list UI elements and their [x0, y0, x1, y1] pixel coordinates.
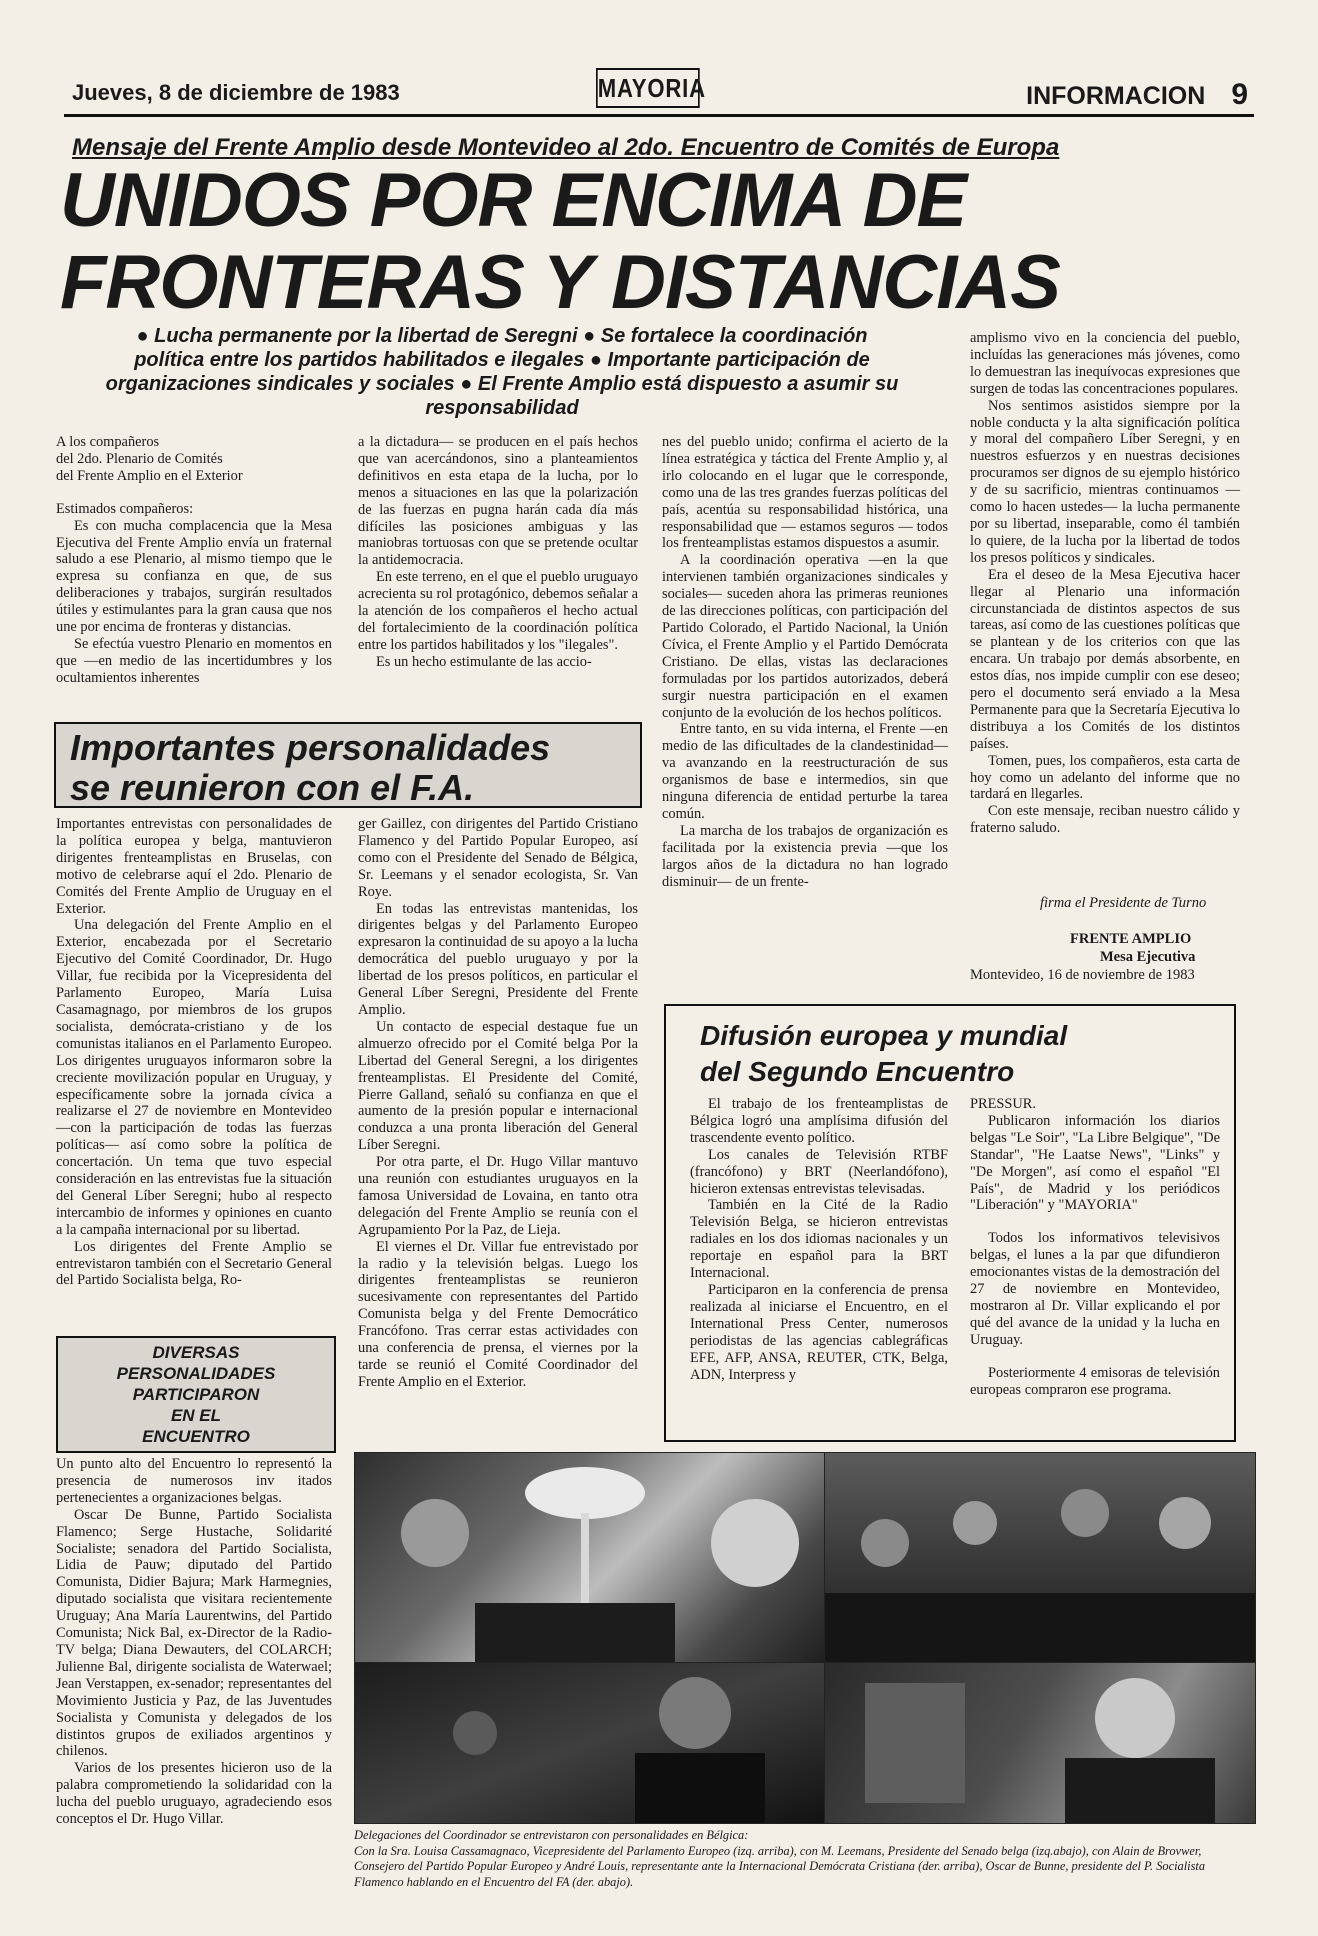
article-paragraph: Un contacto de especial destaque fue un almuerzo ofrecido por el Comité belga Por la Libertad del General Seregni, a los dirigentes frenteamplistas. El Presidente del Comité, Pierre Galland, señaló su confianza en que el aumento de la presión popular e internacional conduzca a una pronta liberación del General Líber Seregni.	[358, 1018, 638, 1154]
issue-date: Jueves, 8 de diciembre de 1983	[72, 80, 400, 105]
letter-address: del 2do. Plenario de Comités	[56, 450, 223, 467]
article-paragraph: Posteriormente 4 emisoras de televisión europeas compraron ese programa.	[970, 1364, 1220, 1398]
letter-paragraph: En este terreno, en el que el pueblo uruguayo acrecienta su rol protagónico, debemos señalar a la atención de los compañeros el hecho actual del fortalecimiento de la coordinación política entre los partidos habilitados y los "ilegales".	[358, 569, 638, 653]
photo-senate-meeting-image	[355, 1663, 825, 1823]
photo-speaker-encuentro	[824, 1662, 1256, 1824]
letter-column-4	[970, 330, 1240, 837]
diversas-title-line: PERSONALIDADES	[116, 1364, 276, 1383]
article-paragraph: El viernes el Dr. Villar fue entrevistado por la radio y la televisión belgas. Luego los dirigentes frenteamplistas se reunieron sucesivamente con representantes del Partido Comunista belga y del Frente Democrático Francófono. Tras cerrar estas actividades con una conferencia de prensa, el viernes por la tarde se reunió el Comité Coordinador del Frente Amplio en el Exterior.	[358, 1238, 638, 1390]
letter-paragraph: Se efectúa vuestro Plenario en momentos en que —en medio de las incertidumbres y los ocultamientos inherentes	[56, 635, 332, 686]
article-paragraph: PRESSUR.	[970, 1096, 1036, 1112]
article-paragraph: También en la Cité de la Radio Televisión Belga, se hicieron entrevistas radiales en los dos idiomas nacionales y un reportaje en español para la BRT Internacional.	[690, 1197, 948, 1282]
section-header	[1026, 78, 1248, 112]
headline-line-1: UNIDOS POR ENCIMA DE	[60, 158, 967, 243]
diversas-title-line: ENCUENTRO	[142, 1427, 250, 1446]
article-paragraph: El trabajo de los frenteamplistas de Bélgica logró una amplísima difusión del trascendente evento político.	[690, 1096, 948, 1146]
signature-body: Mesa Ejecutiva	[1100, 949, 1196, 965]
letter-greeting: Estimados compañeros:	[56, 500, 194, 517]
summary-deck	[52, 324, 952, 420]
diversas-title-line: DIVERSAS	[152, 1343, 240, 1362]
letter-paragraph: Entre tanto, en su vida interna, el Frente —en medio de las dificultades de la clandestinidad— va avanzando en la reestructuración de sus organismos de base e intermedios, sin que ninguna diferencia de entidad perturbe la tarea común.	[662, 721, 948, 822]
letter-paragraph: Tomen, pues, los compañeros, esta carta de hoy como un adelanto del informe que no tardará en llegarles.	[970, 752, 1240, 803]
article-paragraph: Los canales de Televisión RTBF (francófono) y BRT (Neerlandófono), hicieron extensas entrevistas televisadas.	[690, 1146, 948, 1197]
photo-parliament-meeting-image	[355, 1453, 825, 1663]
article-paragraph: Una delegación del Frente Amplio en el Exterior, encabezada por el Secretario Ejecutivo del Comité Coordinador, Dr. Hugo Villar, fue recibida por la Vicepresidenta del Parlamento Europeo, María Luisa Casamagnago, por miembros de los grupos socialista, demócrata-cristiano y de los comunistas italianos en el Parlamento Europeo. Los dirigentes uruguayos informaron sobre la creciente movilización popular en Uruguay, y específicamente sobre la jornada cívica a realizarse el 27 de noviembre en Montevideo —con la participación de todas las fuerzas políticas— así como sobre la política de concertación. Un tema que tuvo especial consideración en las entrevistas fue la situación del General Líber Seregni; hubo al respecto intercambio de informes y opiniones en cuanto a la campaña internacional por su libertad.	[56, 917, 332, 1238]
signature-date: Montevideo, 16 de noviembre de 1983	[970, 967, 1195, 983]
personalidades-column-1	[56, 816, 332, 1289]
letter-paragraph: nes del pueblo unido; confirma el acierto de la línea estratégica y táctica del Frente Amplio y, al irlo colocando en el lugar que le corresponde, como una de las tres grandes fuerzas políticas del país, acentúa su responsabilidad histórica, una responsabilidad que — estamos seguros — todos los frenteamplistas estamos dispuestos a asumir.	[662, 434, 948, 552]
header-rule	[64, 114, 1254, 117]
diversas-title-line: PARTICIPARON	[132, 1385, 260, 1404]
letter-paragraph: Con este mensaje, reciban nuestro cálido y fraterno saludo.	[970, 803, 1240, 837]
summary-line: política entre los partidos habilitados e ilegales ● Importante participación de	[134, 349, 870, 371]
photo-caption	[354, 1828, 1254, 1890]
article-paragraph: Varios de los presentes hicieron uso de la palabra comprometiendo la solidaridad con la lucha del pueblo uruguayo, agradeciendo esos conceptos el Dr. Hugo Villar.	[56, 1760, 332, 1828]
personalidades-column-2	[358, 816, 638, 1391]
personalidades-title-line: Importantes personalidades	[70, 727, 551, 768]
difusion-title-line: del Segundo Encuentro	[700, 1056, 1015, 1087]
diversas-title-box	[56, 1336, 336, 1453]
letter-column-1	[56, 434, 332, 687]
letter-paragraph: Es con mucha complacencia que la Mesa Ejecutiva del Frente Amplio envía un fraternal saludo a ese Plenario, al mismo tiempo que le expresa su confianza en que, de sus deliberaciones y trabajos, surgirán resultados útiles y estimulantes para la gran causa que nos une por encima de fronteras y distancias.	[56, 517, 332, 636]
letter-paragraph: amplismo vivo en la conciencia del pueblo, incluídas las generaciones más jóvenes, como lo demuestran las inequívocas expresiones que surgen de todas las concentraciones populares.	[970, 330, 1240, 397]
signature-org: FRENTE AMPLIO	[1070, 931, 1192, 947]
letter-column-3	[662, 434, 948, 890]
summary-line: ● Lucha permanente por la libertad de Seregni ● Se fortalece la coordinación	[136, 325, 868, 347]
signature-line: firma el Presidente de Turno	[1040, 895, 1207, 911]
page-number: 9	[1231, 78, 1248, 111]
article-paragraph: En todas las entrevistas mantenidas, los dirigentes belgas y del Parlamento Europeo expresaron la continuidad de su apoyo a la lucha democrática del pueblo uruguayo y por la libertad de los presos políticos, en particular el General Líber Seregni, Presidente del Frente Amplio.	[358, 900, 638, 1018]
letter-paragraph: Nos sentimos asistidos siempre por la noble conducta y la alta significación política y moral del compañero Líber Seregni, y en nuestros esfuerzos y en nuestras decisiones procuramos ser dignos de su ejemplo histórico y de su sacrificio, mientras continuamos —como lo hacen ustedes— la lucha permanente por su libertad, inseparable, como él también lo quiere, de la lucha por la libertad de todos los presos políticos y sindicales.	[970, 397, 1240, 566]
photo-meeting-table	[824, 1452, 1256, 1664]
masthead-logo: MAYORIA	[596, 68, 700, 108]
article-paragraph: Publicaron información los diarios belgas "Le Soir", "La Libre Belgique", "De Standar", "He Laatse News", "Links" y "De Morgen", así como el español "El País", de Madrid y los periódicos "Liberación" y "MAYORIA"	[970, 1112, 1220, 1214]
article-paragraph: Oscar De Bunne, Partido Socialista Flamenco; Serge Hustache, Solidarité Socialiste; senadora del Partido Socialista, Lidia de Pauw; diputado del Partido Comunista, Didier Bajura; Mark Harmegnies, diputado socialista que visitara recientemente Uruguay; Ana María Laurentwins, del Partido Comunista; Nick Bal, ex-Director de la Radio-TV belga; Diana Dewauters, del COLARCH; Julienne Bal, dirigente socialista de Waterwael; Jean Verstappen, ex-senador; representantes del Movimiento Justicia y Paz, de las Juventudes Socialista y Comunista y delegados de los distintos grupos de exiliados argentinos y chilenos.	[56, 1506, 332, 1760]
headline-line-2: FRONTERAS Y DISTANCIAS	[60, 240, 1060, 325]
letter-paragraph: La marcha de los trabajos de organización es facilitada por la existencia previa —que los largos años de la dictadura no han logrado disminuir— de un frente-	[662, 822, 948, 890]
letter-address: A los compañeros	[56, 434, 160, 450]
letter-paragraph: A la coordinación operativa —en la que intervienen también organizaciones sindicales y sociales— suceden ahora las primeras reuniones de las direcciones políticas, con participación del Partido Colorado, el Partido Nacional, la Unión Cívica, el Frente Amplio y el Partido Demócrata Cristiano. De ellas, vistas las declaraciones formuladas por los partidos autorizados, deberá surgir nuestra participación en el examen conjunto de la evolución de los hechos políticos.	[662, 552, 948, 721]
letter-address: del Frente Amplio en el Exterior	[56, 467, 243, 484]
section-name: INFORMACION	[1026, 82, 1206, 110]
personalidades-title-line: se reunieron con el F.A.	[70, 767, 475, 808]
article-paragraph: Un punto alto del Encuentro lo representó la presencia de numerosos inv itados pertenecientes a organizaciones belgas.	[56, 1456, 332, 1506]
kicker: Mensaje del Frente Amplio desde Montevideo al 2do. Encuentro de Comités de Europa	[72, 134, 1060, 161]
photo-speaker-encuentro-image	[825, 1663, 1255, 1823]
summary-line: organizaciones sindicales y sociales ● El Frente Amplio está dispuesto a asumir su	[105, 373, 899, 395]
photo-meeting-table-image	[825, 1453, 1255, 1663]
diversas-title-line: EN EL	[170, 1406, 222, 1425]
article-paragraph: Participaron en la conferencia de prensa realizada al iniciarse el Encuentro, en el International Press Center, numerosos periodistas de las agencias cablegráficas EFE, AFP, ANSA, REUTER, CTK, Belga, ADN, Interpress y	[690, 1281, 948, 1383]
photo-caption-text: Con la Sra. Louisa Cassamagnaco, Vicepresidente del Parlamento Europeo (izq. arriba), con M. Leemans, Presidente del Senado belga (izq.abajo), con Alain de Brovwer, Consejero del Partido Popular Europeo y André Louis, representante ante la Internacional Demócrata Cristiana (der. arriba), Oscar de Bunne, presidente del P. Socialista Flamenco hablando en el Encuentro del FA (der. abajo).	[354, 1843, 1206, 1889]
article-paragraph: ger Gaillez, con dirigentes del Partido Cristiano Flamenco y del Partido Popular Europeo, así como con el Presidente del Senado de Bélgica, Sr. Leemans y el senador ecologista, Sr. Van Roye.	[358, 816, 638, 900]
letter-paragraph: Era el deseo de la Mesa Ejecutiva hacer llegar al Plenario una información circunstanciada de distintos aspectos de sus tareas, así como de las cuestiones políticas que se plantean y de los criterios con que las encara. Un trabajo por demás absorbente, en estos días, nos impide cumplir con ese deseo; pero el documento será enviado a la Mesa Permanente para que la Secretaría Ejecutiva lo distribuya a los Comités de los distintos países.	[970, 566, 1240, 752]
article-paragraph: Por otra parte, el Dr. Hugo Villar mantuvo una reunión con estudiantes uruguayos en la famosa Universidad de Lovaina, en tanto otra delegación del Frente Amplio se reunía con el Agrupamiento Por la Paz, de Lieja.	[358, 1154, 638, 1238]
letter-column-2	[358, 434, 638, 671]
headline	[60, 160, 1260, 324]
personalidades-title-box	[54, 722, 642, 808]
difusion-title	[700, 1018, 1067, 1090]
photo-senate-meeting	[354, 1662, 826, 1824]
difusion-title-line: Difusión europea y mundial	[700, 1020, 1068, 1051]
difusion-column-2	[970, 1096, 1220, 1399]
photo-parliament-meeting	[354, 1452, 826, 1664]
summary-line: responsabilidad	[425, 397, 579, 419]
photo-caption-title: Delegaciones del Coordinador se entrevistaron con personalidades en Bélgica:	[354, 1828, 749, 1842]
difusion-column-1	[690, 1096, 948, 1383]
article-paragraph: Los dirigentes del Frente Amplio se entrevistaron también con el Secretario General del Partido Socialista belga, Ro-	[56, 1238, 332, 1289]
letter-paragraph: Es un hecho estimulante de las accio-	[376, 653, 592, 670]
article-paragraph: Importantes entrevistas con personalidades de la política europea y belga, mantuvieron dirigentes frenteamplistas en Bruselas, con motivo de celebrarse aquí el 2do. Plenario de Comités del Frente Amplio de Uruguay en el Exterior.	[56, 816, 332, 917]
diversas-column	[56, 1456, 332, 1828]
article-paragraph: Todos los informativos televisivos belgas, el lunes a la par que difundieron emocionantes vistas de la demostración del 27 de noviembre en Montevideo, mostraron al Dr. Villar explicando el por qué del avance de la unidad y la lucha en Uruguay.	[970, 1230, 1220, 1348]
letter-paragraph: a la dictadura— se producen en el país hechos que van acercándonos, sino a planteamientos definitivos en esta etapa de la lucha, por lo menos a situaciones en las que la polarización de las fuerzas en pugna harán cada día más difíciles las posiciones ambiguas y las maniobras tortuosas con que se pretende ocultar la antidemocracia.	[358, 434, 638, 569]
